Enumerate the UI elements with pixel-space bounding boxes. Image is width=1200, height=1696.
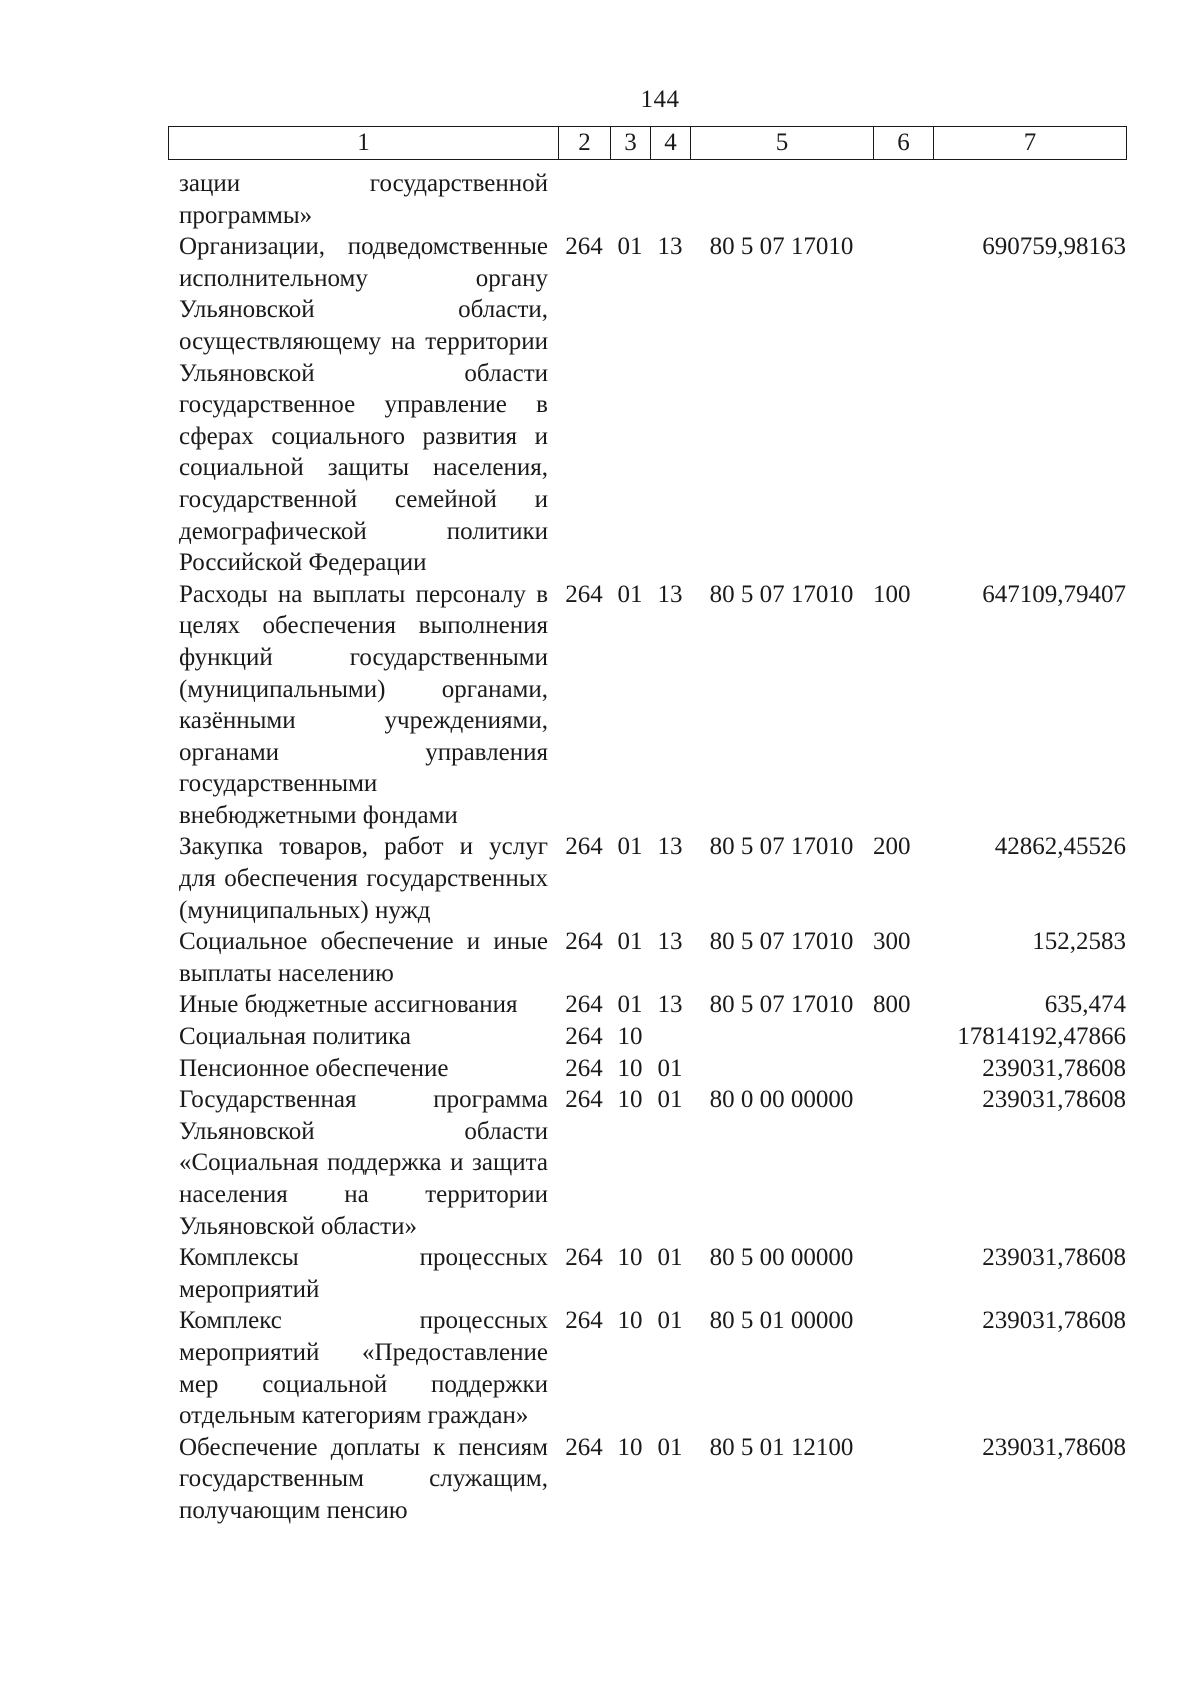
table-row: [168, 1021, 1126, 1053]
row-c2-cell: [558, 168, 610, 231]
row-name-cell: [168, 231, 558, 579]
row-c3-cell: 01: [617, 833, 643, 861]
table-header: [168, 126, 1127, 160]
row-c5-cell: 80 5 01 12100: [709, 1433, 854, 1461]
row-name: Пенсионное обеспечение: [179, 1054, 449, 1082]
row-c5-cell: 80 5 07 17010: [709, 233, 854, 261]
table-row: [168, 1084, 1126, 1242]
row-c7-cell: 239031,78608: [982, 1433, 1126, 1461]
row-c7-cell: 42862,45526: [994, 833, 1126, 861]
row-name: Организации, подведомственные исполнительному органу Ульяновской области, осуществляющему на территории Ульяновской области государственное управление в сферах социального развития и социальной защиты населения, государственной семейной и демографической политики Российской Федерации: [179, 233, 548, 577]
row-name: Комплекс процессных мероприятий «Предоставление мер социальной поддержки отдельным категориям граждан»: [179, 1307, 548, 1430]
table-row: [168, 989, 1126, 1021]
row-c5-cell: 80 5 07 17010: [709, 991, 854, 1019]
header-col-4: 4: [651, 127, 691, 160]
header-col-7: 7: [934, 127, 1127, 160]
row-name-cell: [168, 1305, 558, 1431]
row-c4-cell: [650, 1021, 690, 1053]
row-name: Иные бюджетные ассигнования: [179, 991, 518, 1019]
row-c5-cell: [690, 1021, 873, 1053]
row-c4-cell: 01: [657, 1086, 683, 1114]
row-c6-cell: [873, 1432, 933, 1527]
row-c7-cell: 635,474: [1044, 991, 1126, 1019]
row-c2-cell: 264: [565, 928, 603, 956]
row-c3-cell: 10: [617, 1307, 643, 1335]
row-c5-cell: [690, 1053, 873, 1085]
row-c2-cell: 264: [565, 1054, 603, 1082]
row-c3-cell: 01: [617, 928, 643, 956]
row-c6-cell: [873, 1021, 933, 1053]
row-c2-cell: 264: [565, 1433, 603, 1461]
row-c6-cell: [873, 1053, 933, 1085]
row-c2-cell: 264: [565, 580, 603, 608]
row-name: Обеспечение доплаты к пенсиям государственным служащим, получающим пенсию: [179, 1433, 548, 1524]
row-c4-cell: 13: [657, 580, 683, 608]
row-c4-cell: 01: [657, 1054, 683, 1082]
row-c6-cell: [873, 168, 933, 231]
table-row: [168, 926, 1126, 989]
row-c2-cell: 264: [565, 833, 603, 861]
row-c3-cell: 10: [617, 1054, 643, 1082]
row-c5-cell: [690, 168, 873, 231]
row-c5-cell: 80 5 07 17010: [709, 928, 854, 956]
row-c6-cell: [873, 1242, 933, 1305]
row-c3-cell: 01: [617, 580, 643, 608]
row-c7-cell: 239031,78608: [982, 1054, 1126, 1082]
row-c3-cell: 10: [617, 1433, 643, 1461]
row-c7-cell: 239031,78608: [982, 1086, 1126, 1114]
row-c5-cell: 80 5 07 17010: [709, 833, 854, 861]
row-name-cell: [168, 1084, 558, 1242]
row-c7-cell: [933, 168, 1126, 231]
page-number: 144: [640, 86, 680, 113]
row-name-cell: [168, 1053, 558, 1085]
table-row: [168, 1053, 1126, 1085]
row-c4-cell: [650, 168, 690, 231]
row-c5-cell: 80 0 00 00000: [709, 1086, 854, 1114]
row-c7-cell: 152,2583: [1032, 928, 1126, 956]
row-c5-cell: 80 5 01 00000: [709, 1307, 854, 1335]
row-c3-cell: 10: [617, 1023, 643, 1051]
row-name: Социальная политика: [179, 1023, 411, 1051]
row-c7-cell: 239031,78608: [982, 1244, 1126, 1272]
row-c7-cell: 690759,98163: [982, 233, 1126, 261]
table-row: [168, 1432, 1126, 1527]
row-c3-cell: 10: [617, 1086, 643, 1114]
table-row: [168, 579, 1126, 832]
table-row: [168, 168, 1126, 231]
row-name: зации государственной программы»: [179, 170, 548, 229]
table-row: [168, 231, 1126, 579]
row-name-cell: [168, 579, 558, 832]
row-c6-cell: [873, 1084, 933, 1242]
row-name-cell: [168, 1242, 558, 1305]
header-col-5: 5: [691, 127, 874, 160]
row-c6-cell: 300: [873, 928, 911, 956]
row-name-cell: [168, 926, 558, 989]
row-name-cell: [168, 989, 558, 1021]
row-name-cell: [168, 1432, 558, 1527]
row-name: Комплексы процессных мероприятий: [179, 1244, 548, 1303]
row-c6-cell: [873, 1305, 933, 1431]
row-c2-cell: 264: [565, 1307, 603, 1335]
row-c2-cell: 264: [565, 1244, 603, 1272]
row-c7-cell: 647109,79407: [982, 580, 1126, 608]
row-c6-cell: 800: [873, 991, 911, 1019]
row-c5-cell: 80 5 00 00000: [709, 1244, 854, 1272]
row-c7-cell: 17814192,47866: [957, 1023, 1126, 1051]
header-col-2: 2: [559, 127, 611, 160]
row-c3-cell: 01: [617, 991, 643, 1019]
row-c2-cell: 264: [565, 233, 603, 261]
row-c4-cell: 13: [657, 928, 683, 956]
row-c6-cell: 200: [873, 833, 911, 861]
budget-table-body: [168, 168, 1126, 1527]
row-c6-cell: 100: [873, 580, 911, 608]
row-c2-cell: 264: [565, 1086, 603, 1114]
table-row: [168, 1242, 1126, 1305]
row-name-cell: [168, 1021, 558, 1053]
row-c2-cell: 264: [565, 991, 603, 1019]
row-c5-cell: 80 5 07 17010: [709, 580, 854, 608]
header-col-1: 1: [169, 127, 559, 160]
row-c4-cell: 01: [657, 1307, 683, 1335]
row-name: Расходы на выплаты персоналу в целях обеспечения выполнения функций государственными (муниципальными) органами, казёнными учреждениями, органами управления государственными внебюджетными фондами: [179, 580, 548, 829]
row-name-cell: [168, 168, 558, 231]
row-c4-cell: 13: [657, 233, 683, 261]
row-c3-cell: [610, 168, 650, 231]
row-name-cell: [168, 831, 558, 926]
row-c6-cell: [873, 231, 933, 579]
row-c7-cell: 239031,78608: [982, 1307, 1126, 1335]
row-name: Государственная программа Ульяновской области «Социальная поддержка и защита населения на территории Ульяновской области»: [179, 1086, 548, 1240]
row-c3-cell: 01: [617, 233, 643, 261]
header-col-6: 6: [874, 127, 934, 160]
row-c4-cell: 01: [657, 1244, 683, 1272]
row-c3-cell: 10: [617, 1244, 643, 1272]
row-c2-cell: 264: [565, 1023, 603, 1051]
table-row: [168, 1305, 1126, 1431]
row-c4-cell: 13: [657, 833, 683, 861]
row-name: Социальное обеспечение и иные выплаты населению: [179, 928, 548, 987]
header-col-3: 3: [611, 127, 651, 160]
table-row: [168, 831, 1126, 926]
row-c4-cell: 13: [657, 991, 683, 1019]
row-name: Закупка товаров, работ и услуг для обеспечения государственных (муниципальных) нужд: [179, 833, 548, 924]
row-c4-cell: 01: [657, 1433, 683, 1461]
